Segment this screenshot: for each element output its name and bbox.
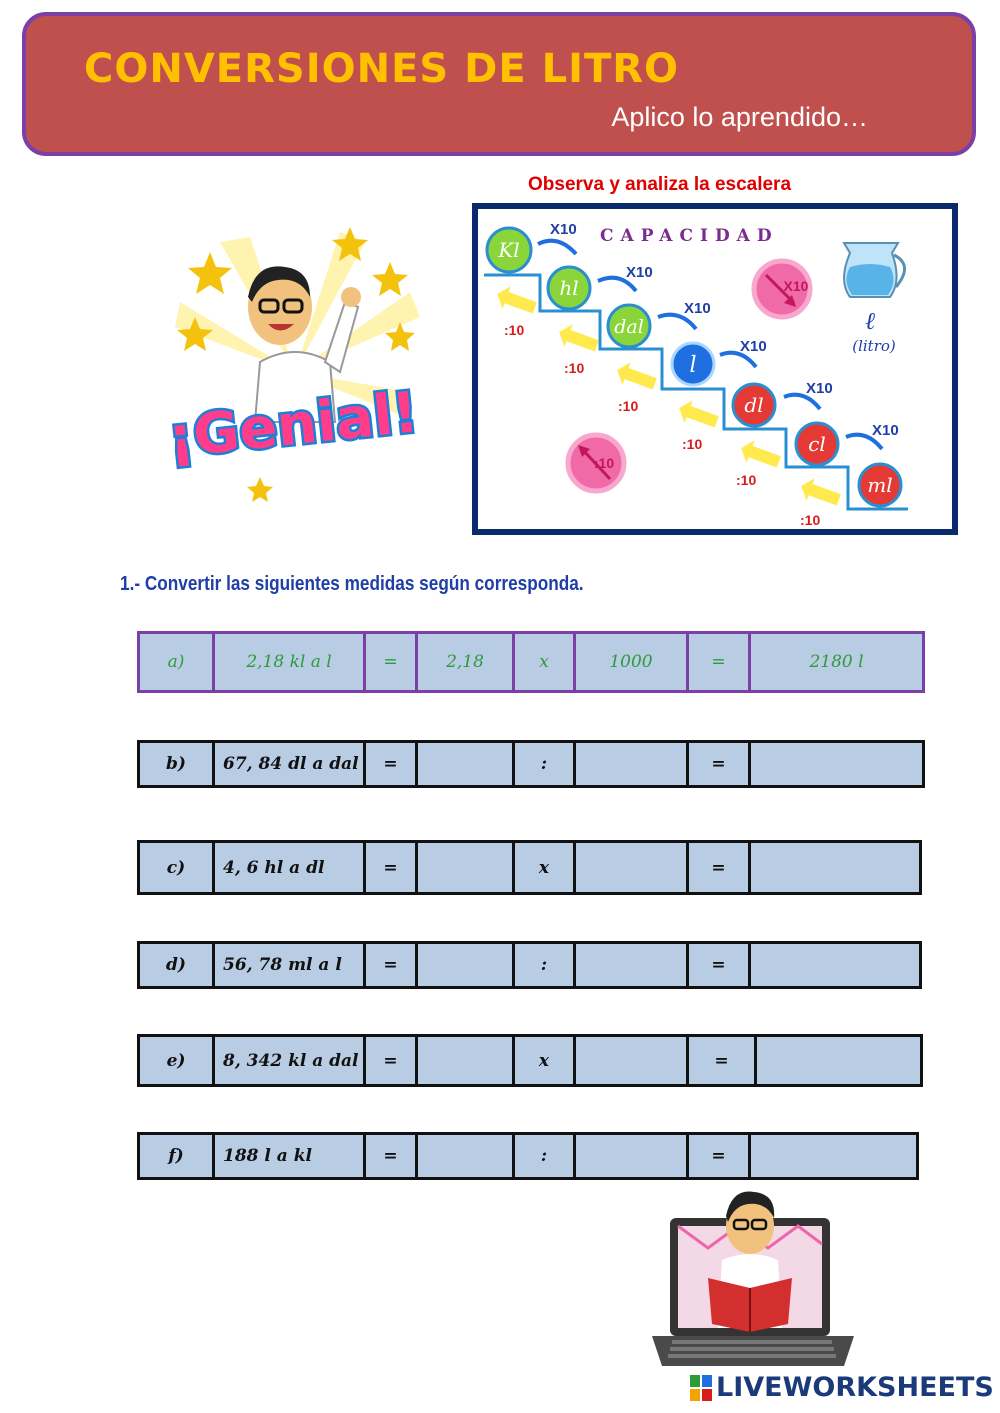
equals-sign: = xyxy=(366,743,418,785)
unit-label: Kl xyxy=(498,238,520,262)
divide-label: :10 xyxy=(564,360,585,376)
equals-sign: = xyxy=(689,1135,751,1177)
row-letter: c) xyxy=(140,843,215,892)
multiply-label: X10 xyxy=(550,221,577,238)
liveworksheets-logo xyxy=(690,1372,994,1403)
equals-sign: = xyxy=(689,1037,757,1084)
unit-label: cl xyxy=(808,432,826,456)
divide-label: :10 xyxy=(504,322,525,338)
unit-l xyxy=(672,343,714,385)
unit-dal xyxy=(608,305,650,347)
multiply-label: X10 xyxy=(626,264,653,281)
badge-label: X10 xyxy=(783,278,809,294)
exercise-row-c xyxy=(137,840,922,895)
multiply-label: X10 xyxy=(806,380,833,397)
operator-sign: : xyxy=(515,743,576,785)
result-field[interactable]: 2180 l xyxy=(809,652,864,672)
factor-field[interactable] xyxy=(576,944,689,986)
result-field[interactable] xyxy=(751,1135,916,1177)
operator-sign: : xyxy=(515,944,576,986)
row-letter: a) xyxy=(140,634,215,690)
operator-sign: x xyxy=(515,843,576,892)
factor-field[interactable] xyxy=(576,1037,689,1084)
equals-sign: = xyxy=(366,1037,418,1084)
page-subtitle: Aplico lo aprendido… xyxy=(611,102,868,132)
row-expression: 4, 6 hl a dl xyxy=(215,843,366,892)
value-field[interactable] xyxy=(418,743,515,785)
row-letter: b) xyxy=(140,743,215,785)
capacity-staircase xyxy=(472,203,958,535)
exercise-row-f xyxy=(137,1132,919,1180)
exercise-instruction: 1.- Convertir las siguientes medidas según corresponda. xyxy=(120,573,584,595)
row-letter: f) xyxy=(140,1135,215,1177)
divide-label: :10 xyxy=(800,512,821,528)
value-field[interactable] xyxy=(418,843,515,892)
divide-badge xyxy=(568,435,624,491)
exercise-row-d xyxy=(137,941,922,989)
header-banner xyxy=(22,12,976,156)
equals-sign: = xyxy=(366,843,418,892)
unit-ml xyxy=(859,464,901,506)
genial-text: ¡Genial! xyxy=(164,380,422,472)
value-field[interactable] xyxy=(418,1037,515,1084)
laptop-teacher-illustration xyxy=(648,1188,858,1372)
operator-sign: x xyxy=(515,1037,576,1084)
equals-sign: = xyxy=(689,843,751,892)
factor-field[interactable] xyxy=(576,743,689,785)
unit-kl xyxy=(487,228,531,272)
row-expression: 2,18 kl a l xyxy=(215,634,366,690)
multiply-label: X10 xyxy=(740,338,767,355)
page-title: CONVERSIONES DE LITRO xyxy=(84,46,680,92)
divide-label: :10 xyxy=(682,436,703,452)
exercise-row-a xyxy=(137,631,925,693)
unit-label: dl xyxy=(744,393,764,417)
row-expression: 67, 84 dl a dal xyxy=(215,743,366,785)
unit-label: hl xyxy=(559,276,579,300)
genial-sticker xyxy=(160,222,430,502)
multiply-label: X10 xyxy=(872,422,899,439)
factor-field[interactable]: 1000 xyxy=(576,634,689,690)
equals-sign: = xyxy=(366,1135,418,1177)
equals-sign: = xyxy=(366,634,418,690)
result-field[interactable] xyxy=(751,944,919,986)
row-expression: 8, 342 kl a dal xyxy=(215,1037,366,1084)
row-expression: 56, 78 ml a l xyxy=(215,944,366,986)
multiply-label: X10 xyxy=(684,300,711,317)
unit-label: l xyxy=(689,353,697,378)
unit-cl xyxy=(796,423,838,465)
operator-sign: : xyxy=(515,1135,576,1177)
value-field[interactable] xyxy=(418,1135,515,1177)
divide-label: :10 xyxy=(736,472,757,488)
row-letter: d) xyxy=(140,944,215,986)
factor-field[interactable] xyxy=(576,1135,689,1177)
result-field[interactable] xyxy=(751,843,919,892)
exercise-row-e xyxy=(137,1034,923,1087)
liveworksheets-icon xyxy=(690,1375,712,1401)
divide-label: :10 xyxy=(618,398,639,414)
equals-sign: = xyxy=(366,944,418,986)
factor-field[interactable] xyxy=(576,843,689,892)
brand-text: LIVEWORKSHEETS xyxy=(716,1372,994,1403)
row-letter: e) xyxy=(140,1037,215,1084)
unit-label: dal xyxy=(614,316,644,338)
result-field[interactable] xyxy=(757,1037,920,1084)
row-expression: 188 l a kl xyxy=(215,1135,366,1177)
stair-caption: Observa y analiza la escalera xyxy=(528,174,792,195)
capacidad-heading: CAPACIDAD xyxy=(600,226,779,246)
equals-sign: = xyxy=(689,634,751,690)
equals-sign: = xyxy=(689,743,751,785)
result-field[interactable] xyxy=(751,743,922,785)
value-field[interactable]: 2,18 xyxy=(418,634,515,690)
liter-word: (litro) xyxy=(852,337,896,355)
unit-label: ml xyxy=(867,473,893,497)
unit-dl xyxy=(733,384,775,426)
unit-hl xyxy=(548,267,590,309)
multiply-badge xyxy=(754,261,810,317)
exercise-row-b xyxy=(137,740,925,788)
badge-label: :10 xyxy=(593,455,615,471)
operator-sign: x xyxy=(515,634,576,690)
value-field[interactable] xyxy=(418,944,515,986)
equals-sign: = xyxy=(689,944,751,986)
liter-symbol: ℓ xyxy=(865,307,875,335)
jug-icon xyxy=(844,243,905,297)
